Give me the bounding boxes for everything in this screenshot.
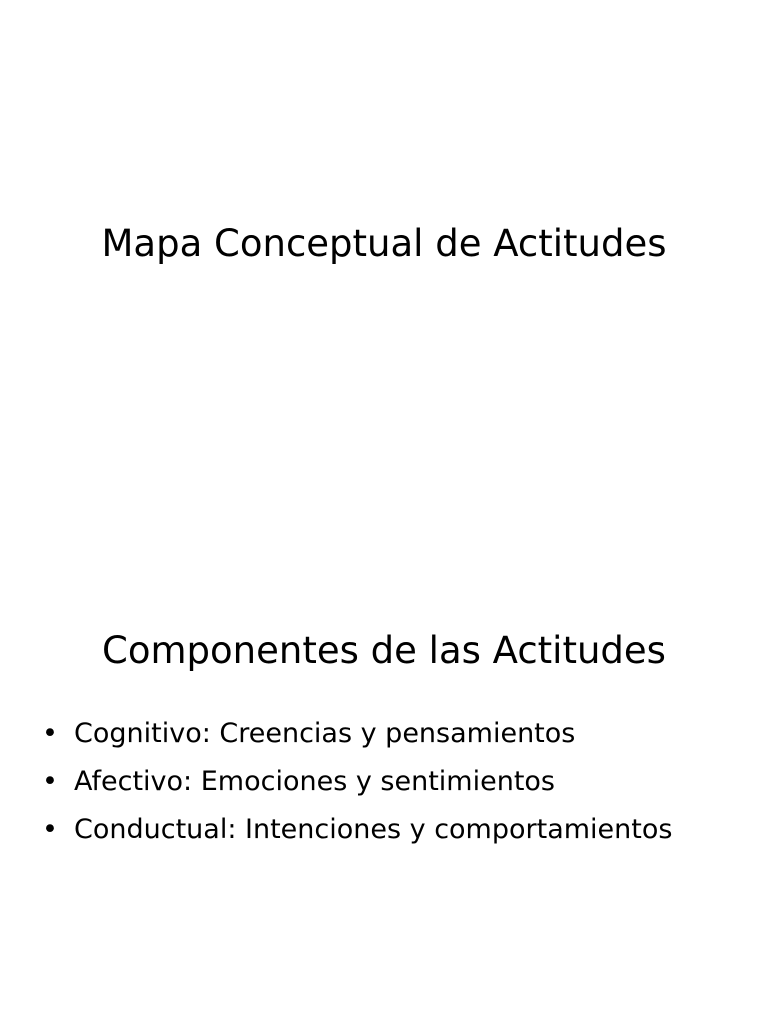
bullet-list xyxy=(40,710,740,854)
list-item-text: Conductual: Intenciones y comportamientos xyxy=(74,814,673,845)
list-item-cognitivo xyxy=(40,710,740,758)
list-item-afectivo xyxy=(40,758,740,806)
bullet-icon: • xyxy=(42,718,58,749)
slide-2-title: Componentes de las Actitudes xyxy=(102,629,666,672)
list-item-text: Afectivo: Emociones y sentimientos xyxy=(74,766,555,797)
bullet-icon: • xyxy=(42,766,58,797)
slide-2 xyxy=(0,512,768,1024)
list-item-conductual xyxy=(40,806,740,854)
list-item-text: Cognitivo: Creencias y pensamientos xyxy=(74,718,576,749)
bullet-icon: • xyxy=(42,814,58,845)
slide-1-title: Mapa Conceptual de Actitudes xyxy=(101,222,667,265)
